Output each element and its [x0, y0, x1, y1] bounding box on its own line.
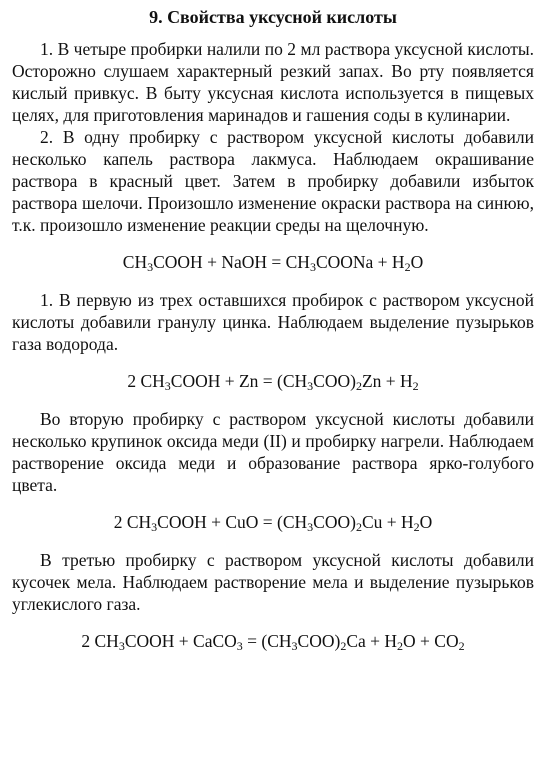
subscript: 2: [340, 639, 347, 653]
formula-part: 2 CH: [127, 371, 165, 391]
subscript: 3: [164, 379, 171, 393]
subscript: 2: [458, 639, 465, 653]
formula-part: COO): [297, 631, 341, 651]
paragraph: Во вторую пробирку с раствором уксусной кислоты добавили несколько крупинок оксида меди (II) и пробирку нагрели. Наблюдаем растворение оксида меди и образование раствора ярко-голубого цвета.: [12, 409, 534, 495]
subscript: 3: [147, 260, 154, 274]
page-title: 9. Свойства уксусной кислоты: [149, 7, 397, 27]
formula-part: O: [419, 512, 433, 532]
formula-part: O: [410, 252, 424, 272]
formula-part: COOH + Zn = (CH: [170, 371, 308, 391]
subscript: 3: [236, 639, 243, 653]
formula-part: COOH + CuO = (CH: [157, 512, 308, 532]
subscript: 3: [309, 260, 316, 274]
subscript: 2: [404, 260, 411, 274]
formula-part: 2 CH: [81, 631, 119, 651]
formula-part: Zn + H: [361, 371, 413, 391]
subscript: 2: [355, 379, 362, 393]
subscript: 2: [397, 639, 404, 653]
formula-part: CH: [122, 252, 148, 272]
subscript: 3: [151, 520, 158, 534]
subscript: 3: [291, 639, 298, 653]
equation: [12, 511, 534, 533]
formula-part: 2 CH: [113, 512, 152, 532]
formula-part: Ca + H: [346, 631, 398, 651]
formula-part: COOH + CaCO: [124, 631, 237, 651]
formula-part: O + CO: [403, 631, 459, 651]
paragraph: В третью пробирку с раствором уксусной кислоты добавили кусочек мела. Наблюдаем растворение мела и выделение пузырьков углекислого газа.: [12, 550, 534, 614]
subscript: 3: [307, 520, 314, 534]
subscript: 2: [413, 520, 420, 534]
formula-part: = (CH: [242, 631, 292, 651]
paragraph: 2. В одну пробирку с раствором уксусной кислоты добавили несколько капель раствора лакмуса. Наблюдаем окрашивание раствора в красный цвет. Затем в пробирку добавили избыток раствора шелочи. Произошло изменение окраски раствора на синюю, т.к. произошло изменение реакции среды на щелочную.: [12, 127, 534, 235]
equation: [12, 251, 534, 273]
subscript: 2: [355, 520, 362, 534]
equation: [12, 630, 534, 652]
subscript: 3: [307, 379, 314, 393]
subscript: 2: [412, 379, 419, 393]
formula-part: COONa + H: [315, 252, 405, 272]
formula-part: Cu + H: [361, 512, 414, 532]
subscript: 3: [118, 639, 125, 653]
formula-part: COOH + NaOH = CH: [153, 252, 310, 272]
paragraph: 1. В четыре пробирки налили по 2 мл раствора уксусной кислоты. Осторожно слушаем характерный резкий запах. Во рту появляется кислый привкус. В быту уксусная кислота используется в пищевых целях, для приготовления маринадов и гашения соды в кулинарии.: [12, 39, 534, 125]
formula-part: COO): [313, 371, 356, 391]
formula-part: COO): [313, 512, 356, 532]
paragraph: 1. В первую из трех оставшихся пробирок с раствором уксусной кислоты добавили гранулу цинка. Наблюдаем выделение пузырьков газа водорода.: [12, 290, 534, 354]
equation: [12, 370, 534, 392]
